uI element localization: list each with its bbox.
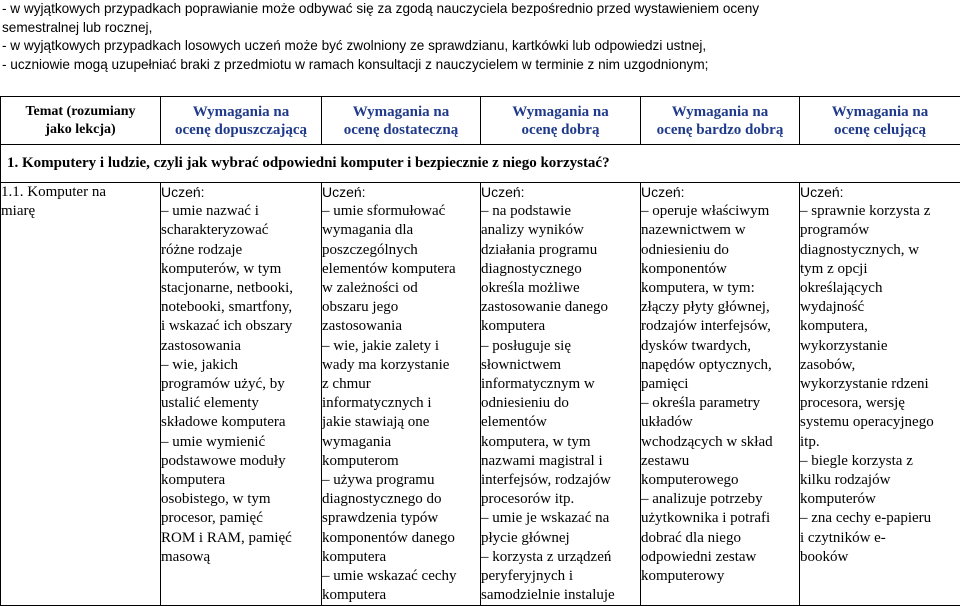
requirement-line: procesor, pamięć [161, 509, 321, 528]
header-line: ocenę dostateczną [322, 121, 480, 139]
requirement-line: dobrać dla niego [641, 529, 799, 548]
requirement-line: napędów optycznych, [641, 356, 799, 375]
role-label: Uczeń: [641, 183, 799, 202]
role-label: Uczeń: [481, 183, 640, 202]
requirement-line: komputerów, w tym [161, 260, 321, 279]
requirements-cell [322, 183, 481, 606]
header-line: Wymagania na [641, 103, 799, 121]
header-line: ocenę dobrą [481, 121, 640, 139]
header-line: ocenę dopuszczającą [161, 121, 321, 139]
requirement-line: – sprawnie korzysta z [800, 202, 960, 221]
requirement-line: interfejsów, rodzajów [481, 471, 640, 490]
requirement-line: – używa programu [322, 471, 480, 490]
requirement-line: notebooki, smartfony, [161, 298, 321, 317]
intro-line: - uczniowie mogą uzupełniać braki z przedmiotu w ramach konsultacji z nauczycielem w terminie z nim uzgodnionym; [2, 56, 952, 75]
requirement-line: składowe komputera [161, 413, 321, 432]
requirement-line: dysków twardych, [641, 337, 799, 356]
requirement-line: obszaru jego [322, 298, 480, 317]
role-label: Uczeń: [800, 183, 960, 202]
requirement-line: użytkownika i potrafi [641, 509, 799, 528]
requirement-line: zestawu [641, 452, 799, 471]
requirement-line: – korzysta z urządzeń [481, 548, 640, 567]
requirement-line: – wie, jakich [161, 356, 321, 375]
requirement-line: ROM i RAM, pamięć [161, 529, 321, 548]
header-row [1, 97, 960, 145]
section-title: 1. Komputery i ludzie, czyli jak wybrać odpowiedni komputer i bezpiecznie z niego korzystać? [1, 145, 960, 183]
role-label: Uczeń: [161, 183, 321, 202]
requirement-line: układów [641, 413, 799, 432]
requirement-line: – biegle korzysta z [800, 452, 960, 471]
header-line: Wymagania na [800, 103, 960, 121]
requirement-line: informatycznym w [481, 375, 640, 394]
header-grade-2 [161, 97, 322, 145]
requirement-line: – wie, jakie zalety i [322, 337, 480, 356]
role-label: Uczeń: [322, 183, 480, 202]
requirement-line: komputera [322, 586, 480, 605]
header-grade-3 [322, 97, 481, 145]
requirement-line: peryferyjnych i [481, 567, 640, 586]
requirement-line: zasobów, [800, 356, 960, 375]
requirement-line: z chmur [322, 375, 480, 394]
requirement-line: komputerów [800, 490, 960, 509]
requirement-line: rodzajów interfejsów, [641, 317, 799, 336]
requirement-line: komputera, w tym [481, 433, 640, 452]
requirements-cell [161, 183, 322, 606]
header-line: ocenę celującą [800, 121, 960, 139]
requirement-line: diagnostycznego [481, 260, 640, 279]
header-topic [1, 97, 161, 145]
requirement-line: poszczególnych [322, 241, 480, 260]
requirement-line: analizy wyników [481, 221, 640, 240]
requirement-line: komponentów [641, 260, 799, 279]
requirements-table [0, 96, 960, 606]
header-line: Wymagania na [322, 103, 480, 121]
requirement-line: podstawowe moduły [161, 452, 321, 471]
requirement-line: samodzielnie instaluje [481, 586, 640, 605]
requirement-line: – zna cechy e-papieru [800, 509, 960, 528]
requirement-line: itp. [800, 433, 960, 452]
requirement-line: wchodzących w skład [641, 433, 799, 452]
requirement-line: komputerowego [641, 471, 799, 490]
requirement-line: zastosowania [322, 317, 480, 336]
requirements-cell [641, 183, 800, 606]
header-line: jako lekcja) [1, 121, 160, 139]
intro-line: semestralnej lub rocznej, [2, 19, 952, 38]
requirement-line: programów użyć, by [161, 375, 321, 394]
requirement-line: pamięci [641, 375, 799, 394]
requirement-line: słownictwem [481, 356, 640, 375]
requirement-line: diagnostycznego do [322, 490, 480, 509]
requirement-line: osobistego, w tym [161, 490, 321, 509]
header-line: Wymagania na [161, 103, 321, 121]
requirement-line: komputera [161, 471, 321, 490]
requirement-line: komputera, w tym: [641, 279, 799, 298]
requirement-line: złączy płyty głównej, [641, 298, 799, 317]
requirement-line: odniesieniu do [641, 241, 799, 260]
requirement-line: masową [161, 548, 321, 567]
requirement-line: diagnostycznych, w [800, 241, 960, 260]
requirement-line: jakie stawiają one [322, 413, 480, 432]
requirement-line: i czytników e- [800, 529, 960, 548]
requirement-line: wydajność [800, 298, 960, 317]
requirement-line: wykorzystanie rdzeni [800, 375, 960, 394]
requirement-line: tym z opcji [800, 260, 960, 279]
requirement-line: komputera [481, 317, 640, 336]
header-line: ocenę bardzo dobrą [641, 121, 799, 139]
requirement-line: – analizuje potrzeby [641, 490, 799, 509]
header-grade-4 [481, 97, 641, 145]
requirement-line: sprawdzenia typów [322, 509, 480, 528]
requirement-line: procesora, wersję [800, 394, 960, 413]
requirement-line: ustalić elementy [161, 394, 321, 413]
section-row [1, 145, 960, 183]
topic-line: 1.1. Komputer na [1, 183, 160, 202]
header-line: Temat (rozumiany [1, 103, 160, 121]
header-grade-6 [800, 97, 960, 145]
requirement-line: – posługuje się [481, 337, 640, 356]
requirement-line: informatycznych i [322, 394, 480, 413]
requirement-line: nazwami magistral i [481, 452, 640, 471]
requirement-line: – umie wymienić [161, 433, 321, 452]
requirement-line: programów [800, 221, 960, 240]
requirement-line: wymagania dla [322, 221, 480, 240]
requirement-line: procesorów itp. [481, 490, 640, 509]
requirement-line: kilku rodzajów [800, 471, 960, 490]
requirements-cell [481, 183, 641, 606]
requirement-line: odpowiedni zestaw [641, 548, 799, 567]
header-grade-5 [641, 97, 800, 145]
requirement-line: płycie głównej [481, 529, 640, 548]
requirement-line: w zależności od [322, 279, 480, 298]
requirement-line: nazewnictwem w [641, 221, 799, 240]
requirement-line: – umie je wskazać na [481, 509, 640, 528]
requirement-line: booków [800, 548, 960, 567]
requirement-line: systemu operacyjnego [800, 413, 960, 432]
requirement-line: wymagania [322, 433, 480, 452]
requirement-line: zastosowania [161, 337, 321, 356]
requirement-line: komponentów danego [322, 529, 480, 548]
requirement-line: – operuje właściwym [641, 202, 799, 221]
requirement-line: określających [800, 279, 960, 298]
requirement-line: – określa parametry [641, 394, 799, 413]
intro-line: - w wyjątkowych przypadkach poprawianie może odbywać się za zgodą nauczyciela bezpośrednio przed wystawieniem oceny [2, 0, 952, 19]
requirement-line: komputera [322, 548, 480, 567]
requirement-line: elementów komputera [322, 260, 480, 279]
requirement-line: i wskazać ich obszary [161, 317, 321, 336]
requirement-line: wady ma korzystanie [322, 356, 480, 375]
requirement-line: – umie wskazać cechy [322, 567, 480, 586]
requirement-line: – umie nazwać i [161, 202, 321, 221]
requirement-line: komputera, [800, 317, 960, 336]
requirement-line: różne rodzaje [161, 241, 321, 260]
requirement-line: wykorzystanie [800, 337, 960, 356]
content-row [1, 183, 960, 606]
requirements-cell [800, 183, 960, 606]
topic-line: miarę [1, 202, 160, 221]
requirement-line: określa możliwe [481, 279, 640, 298]
requirement-line: – na podstawie [481, 202, 640, 221]
requirement-line: komputerowy [641, 567, 799, 586]
requirement-line: działania programu [481, 241, 640, 260]
topic-cell [1, 183, 161, 606]
requirement-line: – umie sformułować [322, 202, 480, 221]
requirement-line: komputerom [322, 452, 480, 471]
requirement-line: odniesieniu do [481, 394, 640, 413]
header-line: Wymagania na [481, 103, 640, 121]
requirement-line: stacjonarne, netbooki, [161, 279, 321, 298]
requirement-line: zastosowanie danego [481, 298, 640, 317]
intro-line: - w wyjątkowych przypadkach losowych uczeń może być zwolniony ze sprawdzianu, kartkówki lub odpowiedzi ustnej, [2, 37, 952, 56]
intro-text [2, 0, 952, 74]
requirement-line: elementów [481, 413, 640, 432]
requirement-line: scharakteryzować [161, 221, 321, 240]
